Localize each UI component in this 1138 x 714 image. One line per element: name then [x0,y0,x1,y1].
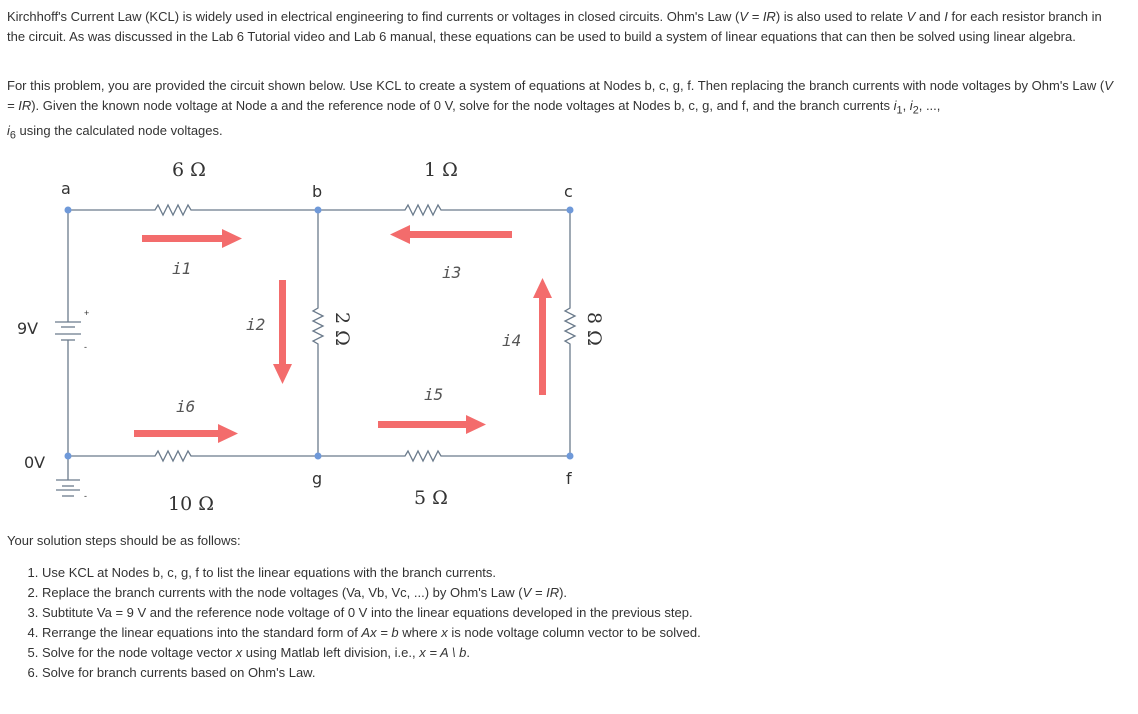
resistor-ab-label: 6 Ω [172,159,206,181]
step-item [42,623,701,643]
resistor-8ohm-wire [565,210,575,456]
step-4-text-a: Rerrange the linear equations into the standard form of [42,625,362,640]
step-5-text-c: . [466,645,470,660]
node-a-label: a [61,179,71,198]
p2-i1-subscript: 1 [896,104,903,117]
node-a-dot [65,207,72,214]
intro-paragraph-2 [7,76,1117,145]
p1-text-c: and [915,9,945,24]
p2-i2-subscript: 2 [912,104,919,117]
battery-minus-sign: - [84,342,87,352]
resistor-bg-label: 2 Ω [331,312,353,346]
resistor-10ohm-wire [68,451,318,461]
step-item [42,603,701,623]
step-4-text-b: where [398,625,442,640]
step-2-ohms-law: V = IR [522,585,560,600]
p2-text-c: using the calculated node voltages. [15,122,223,138]
p2-sep-2: , ..., [918,98,941,113]
current-i1-label: i1 [172,259,192,278]
step-item [42,583,701,603]
step-item [42,563,701,583]
current-i4-label: i4 [502,331,522,350]
step-5-equation: x = A \ b [419,645,467,660]
resistor-gf-label: 5 Ω [414,487,448,509]
step-5-x-symbol: x [235,645,243,660]
arrow-i3-left-icon [390,225,512,244]
node-g-label: g [312,469,323,488]
resistor-1ohm-wire [318,205,570,215]
p2-text-a: For this problem, you are provided the circuit shown below. Use KCL to create a system of equations at Nodes b, c, g, f. Then replacing the branch currents with node voltages by Ohm's Law ( [7,78,1105,93]
p2-i6-symbol: i [7,122,10,138]
solution-steps-list [22,563,701,683]
arrow-i6-right-icon [134,424,238,443]
current-i3-label: i3 [442,263,462,282]
p2-ohms-law: V = IR [7,78,1113,113]
resistor-2ohm-wire [313,210,323,456]
step-1-text: Use KCL at Nodes b, c, g, f to list the linear equations with the branch currents. [42,565,497,580]
current-i2-label: i2 [246,315,266,334]
ground-icon [56,456,80,496]
p2-sep-1: , [902,98,910,113]
step-2-text-a: Replace the branch currents with the node voltages (Va, Vb, Vc, ...) by Ohm's Law ( [42,585,523,600]
step-5-text-a: Solve for the node voltage vector [42,645,236,660]
resistor-5ohm-wire [318,451,570,461]
step-5-text-b: using Matlab left division, i.e., [242,645,420,660]
circuit-wires [68,205,575,461]
arrow-i1-right-icon [142,229,242,248]
step-4-text-c: is node voltage column vector to be solved. [447,625,701,640]
resistor-6ohm-wire [68,205,318,215]
arrow-i2-down-icon [273,280,292,384]
p2-i1-symbol: i [893,98,897,113]
current-i5-label: i5 [424,385,444,404]
p1-i-symbol: I [944,9,948,24]
arrow-i4-up-icon [533,278,552,395]
source-voltage-label: 9V [17,319,39,338]
step-4-x-symbol: x [441,625,448,640]
step-item [42,663,701,683]
ground-minus-sign: - [84,491,87,501]
battery-icon [55,322,81,340]
node-c-label: c [564,182,573,201]
node-f-label: f [566,469,572,488]
resistor-cf-label: 8 Ω [583,312,605,346]
current-i6-label: i6 [176,397,196,416]
arrow-i5-right-icon [378,415,486,434]
p2-i6-subscript: 6 [9,129,16,142]
resistor-bc-label: 1 Ω [424,159,458,181]
step-3-text: Subtitute Va = 9 V and the reference node voltage of 0 V into the linear equations developed in the previous step. [42,605,693,620]
step-2-text-b: ). [559,585,568,600]
resistor-ag-label: 10 Ω [168,493,214,515]
p1-text-a: Kirchhoff's Current Law (KCL) is widely used in electrical engineering to find currents or voltages in closed circuits. Ohm's Law ( [7,9,740,24]
p1-text-b: ) is also used to relate [775,9,907,24]
node-f-dot [567,453,574,460]
step-4-equation: Ax = b [361,625,399,640]
p1-v-symbol: V [906,9,916,24]
circuit-diagram [0,150,640,520]
node-0v-dot [65,453,72,460]
battery-plus-sign: + [84,308,90,318]
step-item [42,643,701,663]
node-g-dot [315,453,322,460]
node-b-dot [315,207,322,214]
p1-ohms-law: V = IR [739,9,776,24]
intro-paragraph-1 [7,7,1117,47]
node-b-label: b [312,182,323,201]
ground-voltage-label: 0V [24,453,46,472]
circuit-nodes [65,207,574,460]
p1-text-d: for each resistor branch in the circuit. As was discussed in the Lab 6 Tutorial video and Lab 6 manual, these equations can be used to build a system of linear equations that can then be solved using linear algebra. [7,9,1102,44]
node-c-dot [567,207,574,214]
p2-i2-symbol: i [909,98,913,113]
step-6-text: Solve for branch currents based on Ohm's Law. [42,665,316,680]
steps-intro: Your solution steps should be as follows: [7,533,241,548]
p2-text-b: ). Given the known node voltage at Node a and the reference node of 0 V, solve for the node voltages at Nodes b, c, g, and f, and the branch currents [31,98,894,113]
